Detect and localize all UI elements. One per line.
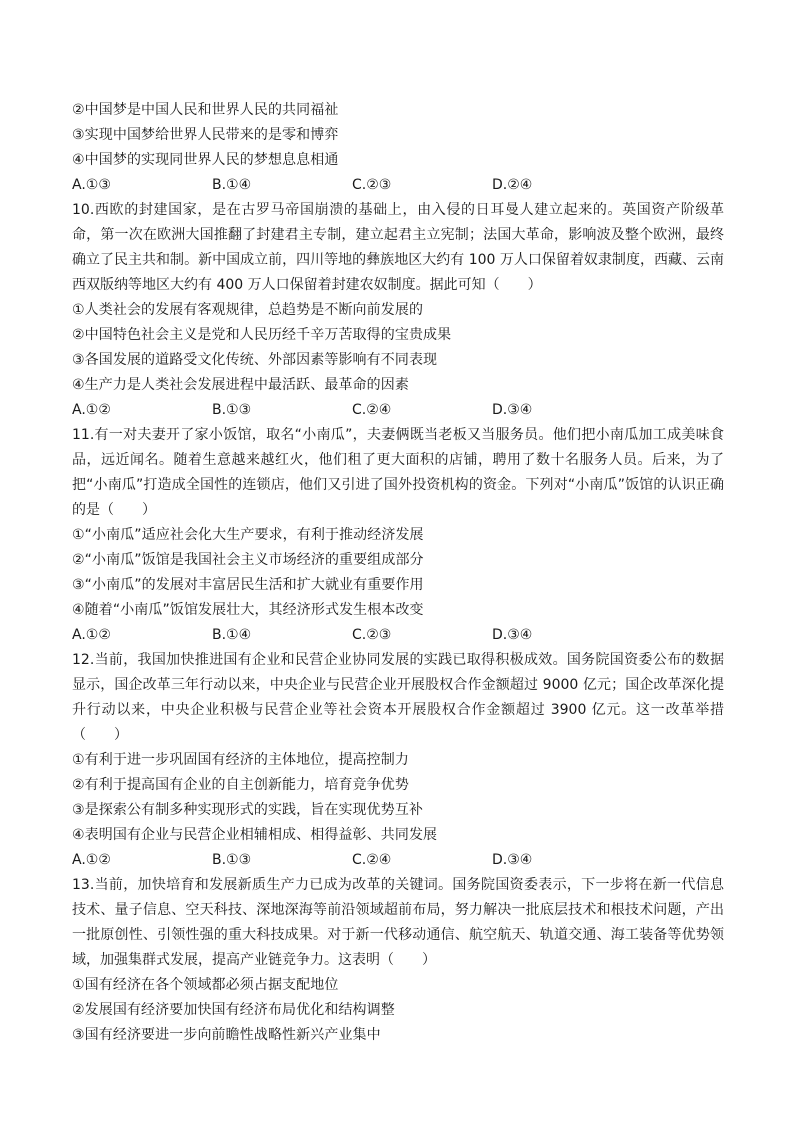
- q10-statement-4: ④生产力是人类社会发展进程中最活跃、最革命的因素: [72, 377, 409, 393]
- q10-options: [72, 398, 724, 423]
- exam-page: [72, 98, 724, 1048]
- q12-option-c: C.②④: [352, 852, 392, 868]
- q10-option-b: B.①③: [212, 402, 252, 418]
- q12-options: [72, 848, 724, 873]
- q12-option-b: B.①③: [212, 852, 252, 868]
- q12-option-a: A.①②: [72, 852, 111, 868]
- q11-stem: 11.有一对夫妻开了家小饭馆，取名“小南瓜”，夫妻俩既当老板又当服务员。他们把小南瓜加工成美味食品，远近闻名。随着生意越来越红火，他们租了更大面积的店铺，聘用了数十名服务人员。后来，为了把“小南瓜”打造成全国性的连锁店，他们又引进了国外投资机构的资金。下列对“小南瓜”饭馆的认识正确的是（ ）: [72, 427, 724, 518]
- q9-statement-3: ③实现中国梦给世界人民带来的是零和博弈: [72, 127, 339, 143]
- q11-option-a: A.①②: [72, 627, 111, 643]
- q9-option-a: A.①③: [72, 177, 111, 193]
- q12-statement-3: ③是探索公有制多种实现形式的实践，旨在实现优势互补: [72, 802, 424, 818]
- q10-statement-1: ①人类社会的发展有客观规律，总趋势是不断向前发展的: [72, 302, 424, 318]
- q10-statement-3: ③各国发展的道路受文化传统、外部因素等影响有不同表现: [72, 352, 438, 368]
- q13-statement-2: ②发展国有经济要加快国有经济布局优化和结构调整: [72, 1002, 395, 1018]
- q10-option-d: D.③④: [492, 402, 533, 418]
- q9-statement-2: ②中国梦是中国人民和世界人民的共同福祉: [72, 102, 339, 118]
- q9-option-d: D.②④: [492, 177, 533, 193]
- q9-statement-4: ④中国梦的实现同世界人民的梦想息息相通: [72, 152, 339, 168]
- q13-stem: 13.当前，加快培育和发展新质生产力已成为改革的关键词。国务院国资委表示，下一步将在新一代信息技术、量子信息、空天科技、深地深海等前沿领域超前布局，努力解决一批底层技术和根技术问题，产出一批原创性、引领性强的重大科技成果。对于新一代移动通信、航空航天、轨道交通、海工装备等优势领域，加强集群式发展，提高产业链竞争力。这表明（ ）: [72, 877, 724, 968]
- q9-option-c: C.②③: [352, 177, 392, 193]
- q11-statement-1: ①“小南瓜”适应社会化大生产要求，有利于推动经济发展: [72, 527, 424, 543]
- q11-statement-3: ③“小南瓜”的发展对丰富居民生活和扩大就业有重要作用: [72, 577, 424, 593]
- q11-option-d: D.③④: [492, 627, 533, 643]
- q11-options: [72, 623, 724, 648]
- q13-statement-3: ③国有经济要进一步向前瞻性战略性新兴产业集中: [72, 1027, 381, 1043]
- q10-option-a: A.①②: [72, 402, 111, 418]
- q12-statement-1: ①有利于进一步巩固国有经济的主体地位，提高控制力: [72, 752, 409, 768]
- q10-option-c: C.②④: [352, 402, 392, 418]
- q9-option-b: B.①④: [212, 177, 252, 193]
- q12-statement-2: ②有利于提高国有企业的自主创新能力，培育竞争优势: [72, 777, 409, 793]
- q11-statement-2: ②“小南瓜”饭馆是我国社会主义市场经济的重要组成部分: [72, 552, 424, 568]
- q13-statement-1: ①国有经济在各个领域都必须占据支配地位: [72, 977, 339, 993]
- q11-option-c: C.②③: [352, 627, 392, 643]
- q10-stem: 10.西欧的封建国家，是在古罗马帝国崩溃的基础上，由入侵的日耳曼人建立起来的。英国资产阶级革命，第一次在欧洲大国推翻了封建君主专制，建立起君主立宪制；法国大革命，影响波及整个欧洲，最终确立了民主共和制。新中国成立前，四川等地的彝族地区大约有 100 万人口保留着奴隶制度，西藏、云南西双版纳等地区大约有 400 万人口保留着封建农奴制度。据此可知（ ）: [72, 202, 724, 293]
- q10-statement-2: ②中国特色社会主义是党和人民历经千辛万苦取得的宝贵成果: [72, 327, 452, 343]
- q11-option-b: B.①④: [212, 627, 252, 643]
- q12-statement-4: ④表明国有企业与民营企业相辅相成、相得益彰、共同发展: [72, 827, 438, 843]
- q12-stem: 12.当前，我国加快推进国有企业和民营企业协同发展的实践已取得积极成效。国务院国资委公布的数据显示，国企改革三年行动以来，中央企业与民营企业开展股权合作金额超过 9000 亿元；国企改革深化提升行动以来，中央企业积极与民营企业等社会资本开展股权合作金额超过 3900 亿元。这一改革举措（ ）: [72, 652, 724, 743]
- q12-option-d: D.③④: [492, 852, 533, 868]
- q9-options: [72, 173, 724, 198]
- q11-statement-4: ④随着“小南瓜”饭馆发展壮大，其经济形式发生根本改变: [72, 602, 424, 618]
